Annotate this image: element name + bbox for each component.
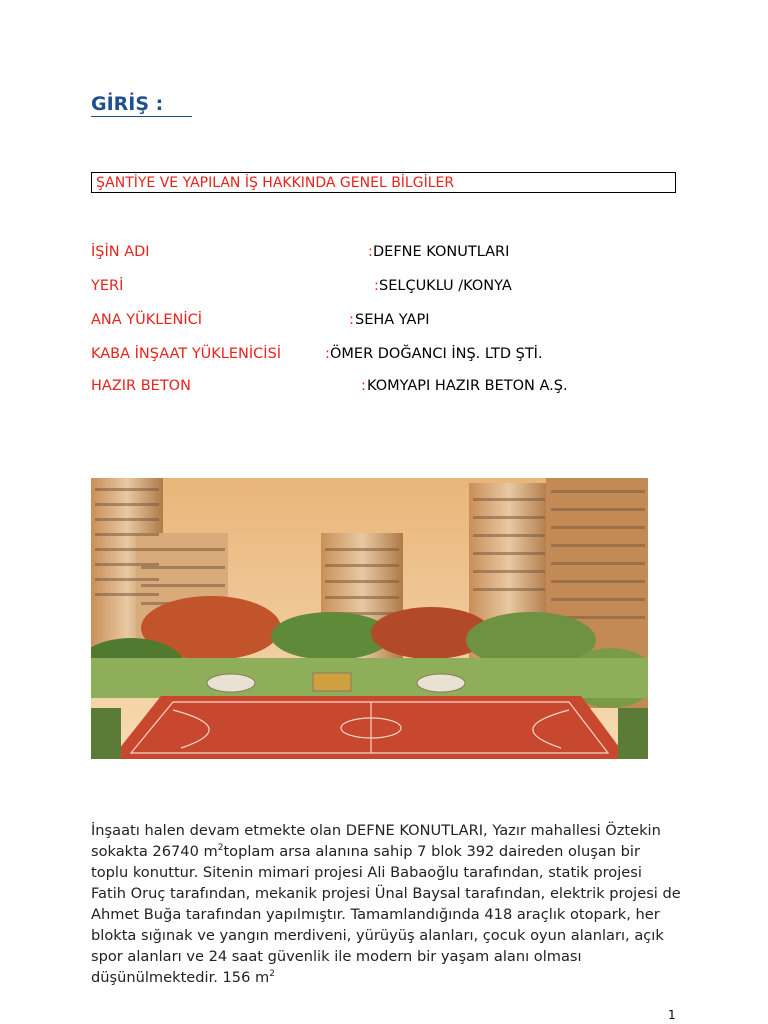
page-number: 1 bbox=[668, 1008, 676, 1022]
field-row-main-contractor bbox=[91, 311, 430, 329]
field-row-location bbox=[91, 277, 512, 295]
section-title-box bbox=[91, 172, 676, 193]
page-heading: GİRİŞ : bbox=[91, 93, 192, 117]
superscript-2: 2 bbox=[217, 843, 224, 854]
field-row-ready-mix-concrete bbox=[91, 377, 568, 395]
field-value: KOMYAPI HAZIR BETON A.Ş. bbox=[367, 378, 568, 394]
residential-complex-photo bbox=[91, 478, 648, 759]
sports-court bbox=[111, 696, 628, 759]
field-label: KABA İNŞAAT YÜKLENİCİSİ bbox=[91, 346, 282, 362]
field-label: İŞİN ADI bbox=[91, 244, 150, 260]
paragraph-text-2: toplam arsa alanına sahip 7 blok 392 daireden oluşan bir toplu konuttur. Sitenin mimari projesi Ali Babaoğlu tarafından, statik projesi Fatih Oruç tarafından, mekanik projesi Ünal Baysal tarafından, elektrik projesi de Ahmet Buğa tarafından yapılmıştır. Tamamlandığında 418 araçlık otopark, her blokta sığınak ve yangın merdiveni, yürüyüş alanları, çocuk oyun alanları, açık spor alanları ve 24 saat güvenlik ile modern bir yaşam alanı olması düşünülmektedir. 156 m bbox=[91, 843, 681, 986]
superscript-2: 2 bbox=[269, 969, 275, 980]
section-title: ŞANTİYE VE YAPILAN İŞ HAKKINDA GENEL BİLGİLER bbox=[96, 175, 455, 191]
field-colon: : bbox=[349, 312, 354, 328]
field-label: YERİ bbox=[91, 278, 124, 294]
gazebos bbox=[207, 673, 465, 692]
description-paragraph bbox=[91, 820, 681, 988]
field-row-job-name bbox=[91, 243, 510, 261]
field-label: HAZIR BETON bbox=[91, 378, 191, 394]
field-value: DEFNE KONUTLARI bbox=[373, 244, 510, 260]
field-colon: : bbox=[361, 378, 366, 394]
field-value: SEHA YAPI bbox=[355, 312, 430, 328]
field-value: ÖMER DOĞANCI İNŞ. LTD ŞTİ. bbox=[330, 346, 543, 362]
field-colon: : bbox=[368, 244, 373, 260]
field-value: SELÇUKLU /KONYA bbox=[379, 278, 512, 294]
field-colon: : bbox=[325, 346, 330, 362]
field-colon: : bbox=[374, 278, 379, 294]
field-label: ANA YÜKLENİCİ bbox=[91, 312, 203, 328]
field-row-rough-construction-contractor bbox=[91, 345, 543, 363]
paragraph-text-1: İnşaatı halen devam etmekte olan DEFNE KONUTLARI, Yazır mahallesi Öztekin sokakta 26740 m bbox=[91, 822, 661, 860]
